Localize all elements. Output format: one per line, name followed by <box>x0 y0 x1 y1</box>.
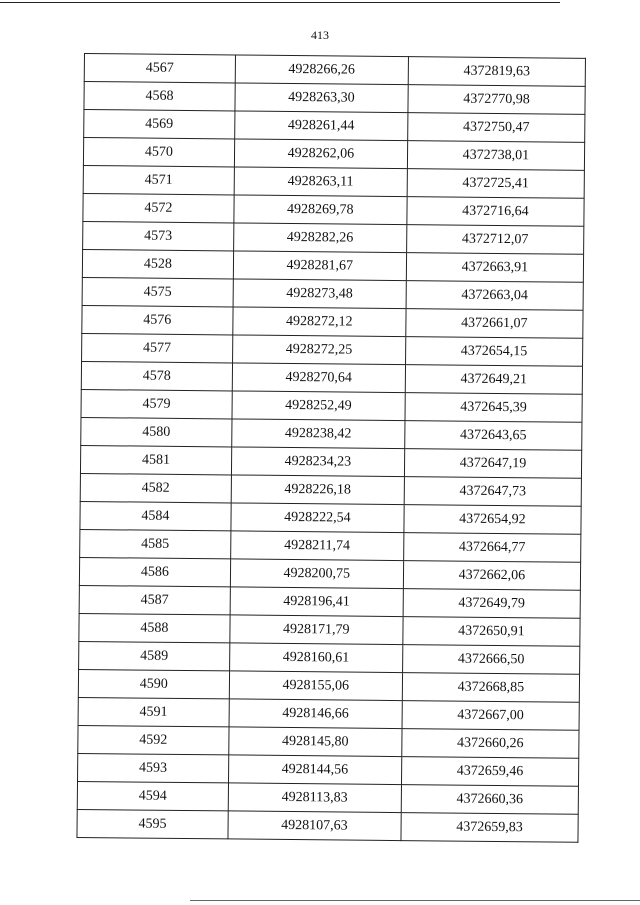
point-number-cell: 4593 <box>78 753 229 782</box>
x-coordinate-cell: 4928155,06 <box>229 671 402 701</box>
x-coordinate-cell: 4928261,44 <box>234 111 407 141</box>
x-coordinate-cell: 4928272,12 <box>233 307 406 337</box>
x-coordinate-cell: 4928107,63 <box>228 811 401 841</box>
y-coordinate-cell: 4372660,36 <box>401 785 578 815</box>
point-number-cell: 4587 <box>79 585 230 614</box>
x-coordinate-cell: 4928272,25 <box>232 335 405 365</box>
x-coordinate-cell: 4928238,42 <box>232 419 405 449</box>
y-coordinate-cell: 4372819,63 <box>408 57 585 87</box>
y-coordinate-cell: 4372660,26 <box>402 729 579 759</box>
x-coordinate-cell: 4928282,26 <box>233 223 406 253</box>
y-coordinate-cell: 4372712,07 <box>406 225 583 255</box>
point-number-cell: 4570 <box>83 138 234 167</box>
x-coordinate-cell: 4928145,80 <box>229 727 402 757</box>
x-coordinate-cell: 4928196,41 <box>230 587 403 617</box>
y-coordinate-cell: 4372663,04 <box>406 281 583 311</box>
y-coordinate-cell: 4372649,21 <box>405 365 582 395</box>
x-coordinate-cell: 4928252,49 <box>232 391 405 421</box>
x-coordinate-cell: 4928263,30 <box>235 83 408 113</box>
y-coordinate-cell: 4372643,65 <box>405 421 582 451</box>
point-number-cell: 4577 <box>82 333 233 362</box>
x-coordinate-cell: 4928262,06 <box>234 139 407 169</box>
y-coordinate-cell: 4372647,19 <box>404 449 581 479</box>
page-number: 413 <box>311 28 329 42</box>
point-number-cell: 4576 <box>82 305 233 334</box>
y-coordinate-cell: 4372659,46 <box>401 757 578 787</box>
x-coordinate-cell: 4928146,66 <box>229 699 402 729</box>
y-coordinate-cell: 4372668,85 <box>402 673 579 703</box>
x-coordinate-cell: 4928266,26 <box>235 55 408 85</box>
y-coordinate-cell: 4372770,98 <box>408 85 585 115</box>
point-number-cell: 4590 <box>78 669 229 698</box>
y-coordinate-cell: 4372649,79 <box>403 589 580 619</box>
point-number-cell: 4579 <box>81 389 232 418</box>
x-coordinate-cell: 4928281,67 <box>233 251 406 281</box>
y-coordinate-cell: 4372654,15 <box>405 337 582 367</box>
coordinates-table <box>76 53 586 843</box>
y-coordinate-cell: 4372650,91 <box>403 617 580 647</box>
y-coordinate-cell: 4372716,64 <box>407 197 584 227</box>
point-number-cell: 4580 <box>81 417 232 446</box>
y-coordinate-cell: 4372738,01 <box>407 141 584 171</box>
point-number-cell: 4588 <box>79 613 230 642</box>
point-number-cell: 4589 <box>79 641 230 670</box>
x-coordinate-cell: 4928144,56 <box>228 755 401 785</box>
point-number-cell: 4573 <box>83 221 234 250</box>
x-coordinate-cell: 4928171,79 <box>230 615 403 645</box>
point-number-cell: 4528 <box>82 249 233 278</box>
point-number-cell: 4569 <box>84 110 235 139</box>
x-coordinate-cell: 4928234,23 <box>231 447 404 477</box>
y-coordinate-cell: 4372645,39 <box>405 393 582 423</box>
table-body <box>77 54 586 843</box>
table-row <box>77 809 578 842</box>
x-coordinate-cell: 4928113,83 <box>228 783 401 813</box>
point-number-cell: 4582 <box>80 473 231 502</box>
point-number-cell: 4586 <box>79 557 230 586</box>
x-coordinate-cell: 4928200,75 <box>230 559 403 589</box>
y-coordinate-cell: 4372661,07 <box>406 309 583 339</box>
top-rule <box>0 2 560 3</box>
point-number-cell: 4592 <box>78 725 229 754</box>
y-coordinate-cell: 4372663,91 <box>406 253 583 283</box>
x-coordinate-cell: 4928269,78 <box>234 195 407 225</box>
point-number-cell: 4571 <box>83 165 234 194</box>
point-number-cell: 4584 <box>80 501 231 530</box>
point-number-cell: 4595 <box>77 809 228 838</box>
point-number-cell: 4578 <box>81 361 232 390</box>
point-number-cell: 4568 <box>84 82 235 111</box>
x-coordinate-cell: 4928211,74 <box>230 531 403 561</box>
point-number-cell: 4585 <box>80 529 231 558</box>
y-coordinate-cell: 4372725,41 <box>407 169 584 199</box>
point-number-cell: 4567 <box>84 54 235 83</box>
y-coordinate-cell: 4372666,50 <box>402 645 579 675</box>
y-coordinate-cell: 4372667,00 <box>402 701 579 731</box>
x-coordinate-cell: 4928270,64 <box>232 363 405 393</box>
x-coordinate-cell: 4928226,18 <box>231 475 404 505</box>
point-number-cell: 4572 <box>83 193 234 222</box>
y-coordinate-cell: 4372662,06 <box>403 561 580 591</box>
y-coordinate-cell: 4372654,92 <box>404 505 581 535</box>
bottom-rule <box>190 900 640 901</box>
y-coordinate-cell: 4372664,77 <box>404 533 581 563</box>
point-number-cell: 4575 <box>82 277 233 306</box>
point-number-cell: 4591 <box>78 697 229 726</box>
y-coordinate-cell: 4372750,47 <box>408 113 585 143</box>
x-coordinate-cell: 4928222,54 <box>231 503 404 533</box>
y-coordinate-cell: 4372647,73 <box>404 477 581 507</box>
point-number-cell: 4581 <box>80 445 231 474</box>
x-coordinate-cell: 4928263,11 <box>234 167 407 197</box>
x-coordinate-cell: 4928160,61 <box>229 643 402 673</box>
x-coordinate-cell: 4928273,48 <box>233 279 406 309</box>
y-coordinate-cell: 4372659,83 <box>401 813 578 843</box>
point-number-cell: 4594 <box>77 781 228 810</box>
